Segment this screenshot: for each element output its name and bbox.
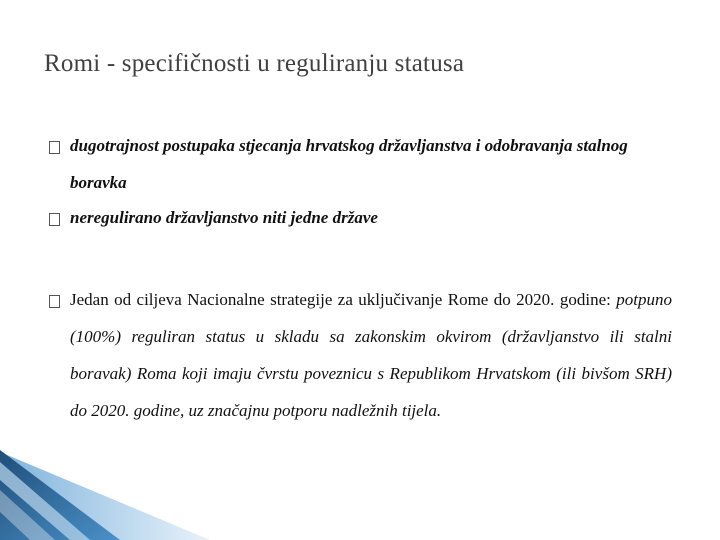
bullet-marker-3 bbox=[49, 295, 60, 308]
bullet-item-3 bbox=[70, 281, 672, 429]
bullet-item-3-lead: Jedan od ciljeva Nacionalne strategije za uključivanje Rome do 2020. godine: bbox=[70, 290, 611, 309]
bullet-item-3-detail: potpuno (100%) reguliran status u skladu sa zakonskim okvirom (državljanstvo ili stalni boravak) Roma koji imaju čvrstu poveznicu s Republikom Hrvatskom (ili bivšom SRH) do 2020. godine, uz značajnu potporu nadležnih tijela. bbox=[70, 290, 672, 420]
bullet-marker-1 bbox=[49, 141, 60, 154]
bullet-item-2: neregulirano državljanstvo niti jedne države bbox=[70, 208, 378, 227]
corner-decoration bbox=[0, 450, 220, 540]
bullet-marker-2 bbox=[49, 213, 60, 226]
slide-title: Romi - specifičnosti u reguliranju statusa bbox=[44, 50, 465, 77]
bullet-item-1: dugotrajnost postupaka stjecanja hrvatskog državljanstva i odobravanja stalnog boravka bbox=[70, 136, 628, 192]
